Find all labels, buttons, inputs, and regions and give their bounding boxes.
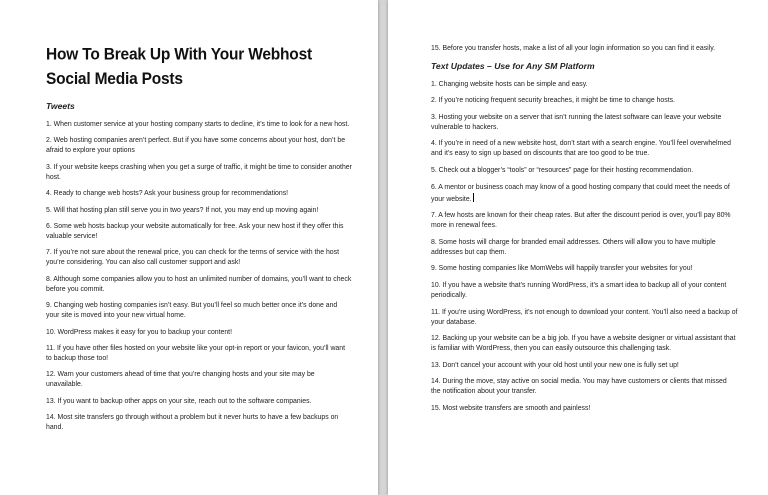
tweet-item: 3. If your website keeps crashing when you get a surge of traffic, it might be time to consider another host.: [46, 163, 352, 181]
tweet-item: 4. Ready to change web hosts? Ask your business group for recommendations!: [46, 190, 289, 198]
section-heading-text-updates: Text Updates – Use for Any SM Platform: [431, 60, 595, 71]
document-title-line-1: How To Break Up With Your Webhost: [46, 46, 312, 64]
text-update-item: 12. Backing up your website can be a big job. If you have a website designer or virtual assistant that is familiar with WordPress, then you can easily outsource this challenging task.: [431, 335, 736, 353]
text-update-item: 2. If you’re noticing frequent security breaches, it might be time to change hosts.: [431, 97, 675, 105]
tweet-item: 13. If you want to backup other apps on your site, reach out to the software companies.: [46, 397, 312, 405]
document-title-line-2: Social Media Posts: [46, 70, 183, 88]
tweet-item: 5. Will that hosting plan still serve you in two years? If not, you may end up moving again!: [46, 206, 319, 214]
tweet-item: 6. Some web hosts backup your website automatically for free. Ask your new host if they offer this valuable service!: [46, 222, 344, 240]
tweet-item: 10. WordPress makes it easy for you to backup your content!: [46, 328, 233, 336]
text-update-item: 10. If you have a website that’s running WordPress, it’s a smart idea to backup all of your content periodically.: [431, 281, 727, 299]
text-update-item: 7. A few hosts are known for their cheap rates. But after the discount period is over, you’ll pay 80% more in renewal fees.: [431, 212, 731, 230]
tweet-item: 7. If you’re not sure about the renewal price, you can check for the terms of service with the host you’re considering. You can also call customer support and ask!: [46, 249, 340, 267]
text-update-item: 5. Check out a blogger’s “tools” or “resources” page for their hosting recommendation.: [431, 166, 694, 174]
text-cursor: [473, 193, 474, 202]
document-page-left: [0, 0, 378, 495]
tweet-item: 8. Although some companies allow you to host an unlimited number of domains, you’ll want to check before you commit.: [46, 275, 352, 293]
tweet-item: 11. If you have other files hosted on your website like your opt-in report or your favicon, you’ll want to backup those too!: [46, 344, 346, 362]
tweet-item: 12. Warn your customers ahead of time that you’re changing hosts and your site may be unavailable.: [46, 371, 315, 389]
text-update-item: 1. Changing website hosts can be simple and easy.: [431, 80, 588, 88]
text-update-item: 6. A mentor or business coach may know of a good hosting company that could meet the needs of your website.: [431, 183, 730, 203]
section-heading-tweets: Tweets: [46, 101, 75, 111]
text-update-item: 15. Most website transfers are smooth and painless!: [431, 404, 591, 412]
tweet-item: 9. Changing web hosting companies isn’t easy. But you’ll feel so much better once it’s done and your site is moved into your new virtual home.: [46, 302, 338, 320]
text-update-item: 4. If you’re in need of a new website host, don’t start with a search engine. You’ll feel overwhelmed and it’s easy to sign up based on discounts that are too good to be true.: [431, 140, 731, 158]
document-title: [46, 43, 352, 91]
tweet-item: 2. Web hosting companies aren’t perfect. But if you have some concerns about your host, don’t be afraid to explore your options: [46, 137, 346, 155]
text-update-item: 8. Some hosts will charge for branded email addresses. Others will allow you to have multiple addresses but cap them.: [431, 238, 716, 256]
page-right-content: [431, 44, 738, 421]
text-update-item: 9. Some hosting companies like MomWebs will happily transfer your websites for you!: [431, 265, 693, 273]
text-update-item-with-caret[interactable]: [431, 183, 738, 205]
text-update-item: 11. If you’re using WordPress, it’s not enough to download your content. You’ll also need a backup of your database.: [431, 308, 738, 326]
text-update-item: 13. Don’t cancel your account with your old host until your new one is fully set up!: [431, 361, 679, 369]
tweet-item: 14. Most site transfers go through without a problem but it never hurts to have a few backups on hand.: [46, 414, 339, 432]
text-update-item: 14. During the move, stay active on social media. You may have customers or clients that missed the notification about your transfer.: [431, 378, 727, 396]
tweet-item-continued: 15. Before you transfer hosts, make a list of all your login information so you can find it easily.: [431, 45, 716, 52]
tweet-item: 1. When customer service at your hosting company starts to decline, it’s time to look for a new host.: [46, 121, 350, 128]
document-page-right: [388, 0, 768, 495]
page-left-content: [46, 44, 352, 439]
text-update-item: 3. Hosting your website on a server that isn’t running the latest software can leave your website vulnerable to hackers.: [431, 113, 722, 131]
